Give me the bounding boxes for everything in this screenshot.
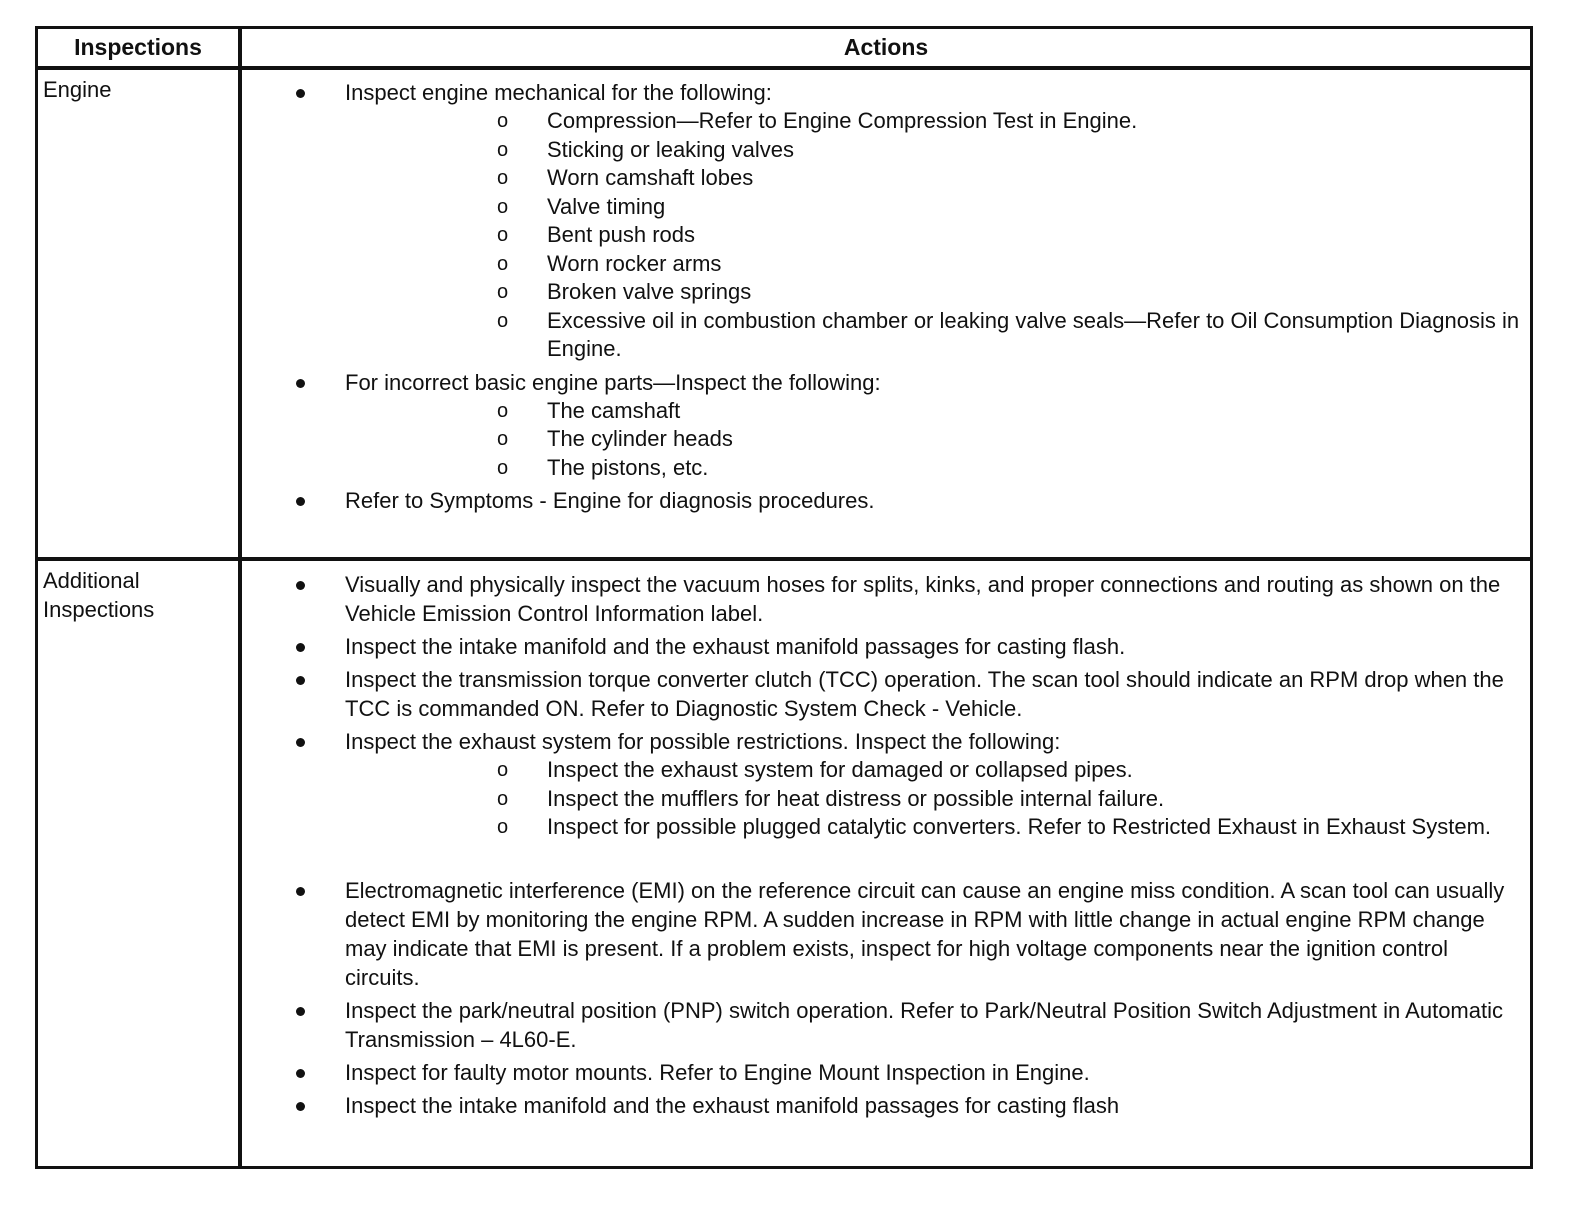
sub-list xyxy=(345,107,1524,364)
spacer xyxy=(242,846,1524,876)
list-item xyxy=(242,727,1524,842)
item-text: For incorrect basic engine parts—Inspect the following: xyxy=(345,369,881,395)
list-item xyxy=(242,486,1524,515)
bullet-icon xyxy=(296,887,305,896)
bullet-icon xyxy=(296,379,305,388)
sub-list-item: o Valve timing xyxy=(345,193,1524,222)
row-divider xyxy=(38,557,1530,561)
sub-list-item: o Sticking or leaking valves xyxy=(345,136,1524,165)
sub-bullet-icon: o xyxy=(497,787,509,810)
list-item xyxy=(242,996,1524,1054)
sub-list-item: o Compression—Refer to Engine Compression Test in Engine. xyxy=(345,107,1524,136)
bullet-icon xyxy=(296,738,305,747)
bullet-icon xyxy=(296,643,305,652)
list-item xyxy=(242,876,1524,992)
actions-engine xyxy=(242,78,1524,519)
sub-list-item: o Bent push rods xyxy=(345,221,1524,250)
sub-bullet-icon: o xyxy=(497,224,509,246)
sub-list-item: o Worn camshaft lobes xyxy=(345,164,1524,193)
bullet-icon xyxy=(296,1102,305,1111)
sub-list-item: o Inspect the exhaust system for damaged or collapsed pipes. xyxy=(345,756,1524,785)
item-text: Inspect the intake manifold and the exhaust manifold passages for casting flash xyxy=(345,1092,1120,1118)
sub-bullet-icon: o xyxy=(497,428,509,450)
sub-list-item: o Broken valve springs xyxy=(345,278,1524,307)
item-text: Visually and physically inspect the vacuum hoses for splits, kinks, and proper connections and routing as shown on the Vehicle Emission Control Information label. xyxy=(345,572,1501,626)
sub-list xyxy=(345,756,1524,842)
header-divider xyxy=(38,66,1530,70)
sub-bullet-icon: o xyxy=(497,281,509,303)
list-item xyxy=(242,570,1524,628)
list-item xyxy=(242,1058,1524,1087)
item-text: Inspect for faulty motor mounts. Refer to Engine Mount Inspection in Engine. xyxy=(345,1059,1090,1085)
bullet-icon xyxy=(296,497,305,506)
sub-bullet-icon: o xyxy=(497,399,509,422)
list-item xyxy=(242,665,1524,723)
sub-list-item: o Excessive oil in combustion chamber or leaking valve seals—Refer to Oil Consumption Diagnosis in Engine. xyxy=(497,307,1520,361)
sub-bullet-icon: o xyxy=(497,252,509,275)
header-actions: Actions xyxy=(843,34,929,60)
item-text: Refer to Symptoms - Engine for diagnosis procedures. xyxy=(345,488,875,513)
item-text: Inspect the park/neutral position (PNP) switch operation. Refer to Park/Neutral Position Switch Adjustment in Automatic Transmission – 4L60-E. xyxy=(345,997,1503,1052)
sub-list xyxy=(345,397,1524,483)
sub-list-item: o Inspect the mufflers for heat distress or possible internal failure. xyxy=(345,785,1524,814)
item-text: Inspect the transmission torque converter clutch (TCC) operation. The scan tool should indicate an RPM drop when the TCC is commanded ON. Refer to Diagnostic System Check - Vehicle. xyxy=(345,667,1504,721)
bullet-icon xyxy=(296,89,305,98)
sub-list-item: o Worn rocker arms xyxy=(345,250,1524,279)
sub-list-item: o The pistons, etc. xyxy=(345,454,1524,483)
row-label-additional-inspections: Additional Inspections xyxy=(43,568,155,622)
sub-bullet-icon: o xyxy=(497,456,509,479)
item-text: Inspect the exhaust system for possible restrictions. Inspect the following: xyxy=(345,729,1061,754)
sub-bullet-icon: o xyxy=(497,195,509,218)
item-text: Inspect engine mechanical for the following: xyxy=(345,80,772,105)
row-label-engine: Engine xyxy=(43,77,112,102)
sub-bullet-icon: o xyxy=(497,110,509,132)
bullet-icon xyxy=(296,581,305,590)
bullet-icon xyxy=(296,1007,305,1016)
sub-list-item: o The cylinder heads xyxy=(345,425,1524,454)
sub-bullet-icon: o xyxy=(497,759,509,781)
sub-bullet-icon: o xyxy=(497,167,509,189)
sub-list-item: o The camshaft xyxy=(345,397,1524,426)
bullet-icon xyxy=(296,1069,305,1078)
list-item xyxy=(242,632,1524,661)
bullet-icon xyxy=(296,676,305,685)
list-item xyxy=(242,78,1524,364)
sub-bullet-icon: o xyxy=(497,816,509,838)
item-text: Inspect the intake manifold and the exhaust manifold passages for casting flash. xyxy=(345,634,1126,659)
list-item xyxy=(242,368,1524,483)
inspection-table xyxy=(35,26,1533,1169)
list-item xyxy=(242,1091,1524,1120)
item-text: Electromagnetic interference (EMI) on the reference circuit can cause an engine miss condition. A scan tool can usually detect EMI by monitoring the engine RPM. A sudden increase in RPM with little change in actual engine RPM change may indicate that EMI is present. If a problem exists, inspect for high voltage components near the ignition control circuits. xyxy=(345,877,1505,990)
sub-bullet-icon: o xyxy=(497,309,509,332)
sub-bullet-icon: o xyxy=(497,138,509,161)
header-inspections: Inspections xyxy=(74,34,202,60)
actions-additional-inspections xyxy=(242,570,1524,1124)
sub-list-item: o Inspect for possible plugged catalytic converters. Refer to Restricted Exhaust in Exhaust System. xyxy=(345,813,1524,842)
